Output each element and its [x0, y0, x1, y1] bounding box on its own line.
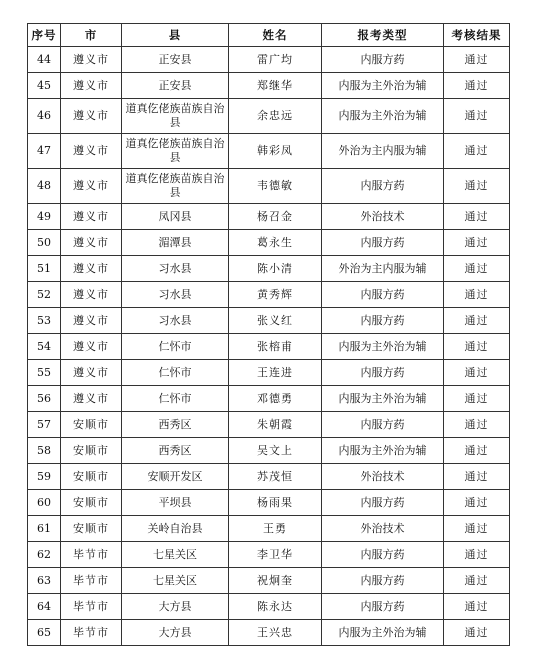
city-cell: 安顺市 [61, 464, 122, 490]
result-cell: 通过 [444, 542, 510, 568]
county-cell: 大方县 [122, 594, 229, 620]
name-cell: 杨召金 [229, 204, 322, 230]
row-number: 48 [28, 169, 61, 204]
county-cell: 平坝县 [122, 490, 229, 516]
table-row [28, 99, 510, 134]
county-cell: 西秀区 [122, 412, 229, 438]
exam-type-cell: 内服为主外治为辅 [322, 73, 444, 99]
city-cell: 安顺市 [61, 490, 122, 516]
row-number: 47 [28, 134, 61, 169]
result-cell: 通过 [444, 99, 510, 134]
name-cell: 邓德勇 [229, 386, 322, 412]
header-row [28, 24, 510, 47]
name-cell: 陈永达 [229, 594, 322, 620]
result-cell: 通过 [444, 334, 510, 360]
name-cell: 张榕甫 [229, 334, 322, 360]
exam-type-cell: 外治技术 [322, 464, 444, 490]
table-row [28, 256, 510, 282]
row-number: 53 [28, 308, 61, 334]
county-cell: 习水县 [122, 282, 229, 308]
city-cell: 遵义市 [61, 386, 122, 412]
exam-type-cell: 内服方药 [322, 230, 444, 256]
county-cell: 习水县 [122, 308, 229, 334]
row-number: 56 [28, 386, 61, 412]
table-row [28, 464, 510, 490]
table-body [28, 47, 510, 646]
table-row [28, 542, 510, 568]
county-cell: 关岭自治县 [122, 516, 229, 542]
result-cell: 通过 [444, 308, 510, 334]
city-cell: 毕节市 [61, 620, 122, 646]
header-type: 报考类型 [322, 24, 444, 47]
header-city: 市 [61, 24, 122, 47]
county-cell: 仁怀市 [122, 360, 229, 386]
result-cell: 通过 [444, 256, 510, 282]
name-cell: 王连进 [229, 360, 322, 386]
table-row [28, 412, 510, 438]
exam-type-cell: 内服为主外治为辅 [322, 99, 444, 134]
exam-type-cell: 外治技术 [322, 516, 444, 542]
county-cell: 正安县 [122, 73, 229, 99]
result-cell: 通过 [444, 412, 510, 438]
header-result: 考核结果 [444, 24, 510, 47]
table-row [28, 134, 510, 169]
results-table [27, 23, 510, 646]
row-number: 60 [28, 490, 61, 516]
city-cell: 遵义市 [61, 134, 122, 169]
name-cell: 雷广均 [229, 47, 322, 73]
header-no: 序号 [28, 24, 61, 47]
name-cell: 吴文上 [229, 438, 322, 464]
row-number: 59 [28, 464, 61, 490]
row-number: 46 [28, 99, 61, 134]
table-row [28, 490, 510, 516]
result-cell: 通过 [444, 620, 510, 646]
result-cell: 通过 [444, 47, 510, 73]
table-row [28, 516, 510, 542]
result-cell: 通过 [444, 73, 510, 99]
name-cell: 杨雨果 [229, 490, 322, 516]
result-cell: 通过 [444, 464, 510, 490]
city-cell: 遵义市 [61, 308, 122, 334]
name-cell: 张义红 [229, 308, 322, 334]
name-cell: 祝炯奎 [229, 568, 322, 594]
name-cell: 郑继华 [229, 73, 322, 99]
name-cell: 葛永生 [229, 230, 322, 256]
table-row [28, 334, 510, 360]
table-row [28, 386, 510, 412]
exam-type-cell: 外治为主内服为辅 [322, 256, 444, 282]
result-cell: 通过 [444, 594, 510, 620]
row-number: 50 [28, 230, 61, 256]
exam-type-cell: 内服方药 [322, 568, 444, 594]
county-cell: 安顺开发区 [122, 464, 229, 490]
city-cell: 毕节市 [61, 594, 122, 620]
row-number: 57 [28, 412, 61, 438]
result-cell: 通过 [444, 490, 510, 516]
name-cell: 李卫华 [229, 542, 322, 568]
row-number: 61 [28, 516, 61, 542]
city-cell: 遵义市 [61, 334, 122, 360]
table-row [28, 282, 510, 308]
header-county: 县 [122, 24, 229, 47]
exam-type-cell: 内服方药 [322, 360, 444, 386]
city-cell: 遵义市 [61, 73, 122, 99]
row-number: 51 [28, 256, 61, 282]
table-row [28, 360, 510, 386]
county-cell: 湄潭县 [122, 230, 229, 256]
table-row [28, 230, 510, 256]
row-number: 58 [28, 438, 61, 464]
county-cell: 道真仡佬族苗族自治县 [122, 134, 229, 169]
result-cell: 通过 [444, 230, 510, 256]
city-cell: 遵义市 [61, 360, 122, 386]
exam-type-cell: 内服方药 [322, 308, 444, 334]
city-cell: 遵义市 [61, 169, 122, 204]
county-cell: 七星关区 [122, 568, 229, 594]
county-cell: 仁怀市 [122, 386, 229, 412]
result-cell: 通过 [444, 169, 510, 204]
table-row [28, 620, 510, 646]
table-row [28, 594, 510, 620]
city-cell: 遵义市 [61, 282, 122, 308]
exam-type-cell: 内服方药 [322, 542, 444, 568]
name-cell: 韩彩凤 [229, 134, 322, 169]
county-cell: 七星关区 [122, 542, 229, 568]
row-number: 65 [28, 620, 61, 646]
row-number: 63 [28, 568, 61, 594]
exam-type-cell: 内服方药 [322, 282, 444, 308]
exam-type-cell: 内服方药 [322, 490, 444, 516]
row-number: 52 [28, 282, 61, 308]
city-cell: 安顺市 [61, 516, 122, 542]
row-number: 45 [28, 73, 61, 99]
table-row [28, 73, 510, 99]
row-number: 44 [28, 47, 61, 73]
result-cell: 通过 [444, 386, 510, 412]
city-cell: 毕节市 [61, 568, 122, 594]
exam-type-cell: 内服方药 [322, 412, 444, 438]
table-row [28, 568, 510, 594]
city-cell: 毕节市 [61, 542, 122, 568]
city-cell: 安顺市 [61, 412, 122, 438]
name-cell: 王勇 [229, 516, 322, 542]
county-cell: 道真仡佬族苗族自治县 [122, 99, 229, 134]
exam-type-cell: 内服为主外治为辅 [322, 620, 444, 646]
county-cell: 仁怀市 [122, 334, 229, 360]
result-cell: 通过 [444, 204, 510, 230]
row-number: 64 [28, 594, 61, 620]
city-cell: 遵义市 [61, 204, 122, 230]
county-cell: 西秀区 [122, 438, 229, 464]
city-cell: 遵义市 [61, 230, 122, 256]
county-cell: 正安县 [122, 47, 229, 73]
city-cell: 遵义市 [61, 256, 122, 282]
row-number: 55 [28, 360, 61, 386]
row-number: 62 [28, 542, 61, 568]
row-number: 54 [28, 334, 61, 360]
result-cell: 通过 [444, 282, 510, 308]
name-cell: 余忠远 [229, 99, 322, 134]
table-row [28, 169, 510, 204]
city-cell: 遵义市 [61, 47, 122, 73]
exam-type-cell: 内服方药 [322, 594, 444, 620]
result-cell: 通过 [444, 134, 510, 169]
county-cell: 凤冈县 [122, 204, 229, 230]
row-number: 49 [28, 204, 61, 230]
table-row [28, 308, 510, 334]
name-cell: 王兴忠 [229, 620, 322, 646]
city-cell: 遵义市 [61, 99, 122, 134]
exam-type-cell: 外治技术 [322, 204, 444, 230]
name-cell: 朱朝霞 [229, 412, 322, 438]
result-cell: 通过 [444, 438, 510, 464]
city-cell: 安顺市 [61, 438, 122, 464]
result-cell: 通过 [444, 360, 510, 386]
table-row [28, 47, 510, 73]
name-cell: 韦德敏 [229, 169, 322, 204]
exam-type-cell: 内服为主外治为辅 [322, 438, 444, 464]
exam-type-cell: 内服为主外治为辅 [322, 334, 444, 360]
name-cell: 黄秀辉 [229, 282, 322, 308]
result-cell: 通过 [444, 568, 510, 594]
exam-type-cell: 内服方药 [322, 169, 444, 204]
header-name: 姓名 [229, 24, 322, 47]
exam-type-cell: 外治为主内服为辅 [322, 134, 444, 169]
exam-type-cell: 内服为主外治为辅 [322, 386, 444, 412]
name-cell: 陈小清 [229, 256, 322, 282]
county-cell: 大方县 [122, 620, 229, 646]
table-row [28, 438, 510, 464]
name-cell: 苏茂恒 [229, 464, 322, 490]
table-row [28, 204, 510, 230]
result-cell: 通过 [444, 516, 510, 542]
county-cell: 道真仡佬族苗族自治县 [122, 169, 229, 204]
exam-type-cell: 内服方药 [322, 47, 444, 73]
county-cell: 习水县 [122, 256, 229, 282]
